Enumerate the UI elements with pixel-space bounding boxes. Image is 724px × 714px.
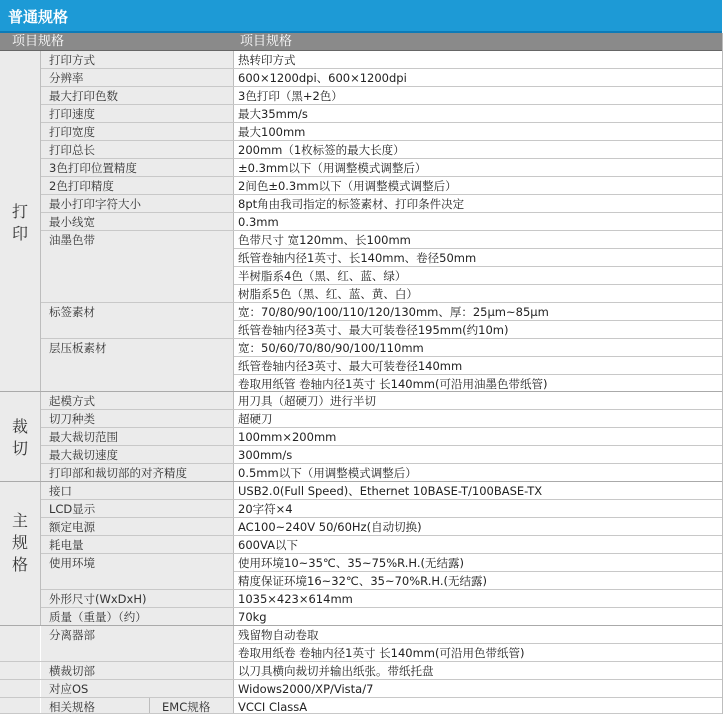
row-divider (41, 517, 722, 518)
spec-label: 分辨率 (41, 69, 233, 86)
spec-label: 外形尺寸(WxDxH) (41, 590, 233, 607)
spec-label: 分离器部 (41, 626, 233, 661)
row-divider (234, 248, 722, 249)
row-divider (41, 122, 722, 123)
spec-value: 纸管卷轴内径3英寸、最大可装卷径195mm(约10m) (234, 321, 722, 338)
spec-value: 0.3mm (234, 213, 722, 230)
spec-label: 标签素材 (41, 303, 233, 338)
row-divider (0, 661, 722, 662)
spec-label: 最大打印色数 (41, 87, 233, 104)
spec-label: 相关规格 (41, 698, 149, 714)
row-divider (41, 194, 722, 195)
row-divider (234, 356, 722, 357)
spec-value: Widows2000/XP/Vista/7 (234, 680, 722, 697)
spec-label: 2色打印精度 (41, 177, 233, 194)
spec-value: 卷取用纸管 卷轴内径1英寸 长140mm(可沿用油墨色带纸管) (234, 375, 722, 392)
row-divider (41, 427, 722, 428)
row-divider (41, 535, 722, 536)
spec-label: 额定电源 (41, 518, 233, 535)
group-print-char-2: 印 (11, 224, 28, 243)
group-cut-char-2: 切 (11, 439, 28, 458)
spec-value: 100mm×200mm (234, 428, 722, 445)
spec-value: 最大100mm (234, 123, 722, 140)
spec-value: 2间色±0.3mm以下（用调整模式调整后） (234, 177, 722, 194)
spec-value: 树脂系5色（黑、红、蓝、黄、白） (234, 285, 722, 302)
spec-label: 打印速度 (41, 105, 233, 122)
spec-value: 用刀具（超硬刀）进行半切 (234, 392, 722, 409)
row-divider (41, 230, 722, 231)
spec-value: 1035×423×614mm (234, 590, 722, 607)
spec-label: 起模方式 (41, 392, 233, 409)
column-divider (233, 51, 234, 714)
row-divider (0, 679, 722, 680)
spec-label: 打印总长 (41, 141, 233, 158)
group-main-char-2: 规 (11, 533, 28, 552)
row-divider (234, 266, 722, 267)
table-header (0, 33, 722, 51)
group-divider (0, 481, 722, 482)
row-divider (234, 374, 722, 375)
row-divider (41, 86, 722, 87)
group-cut-char-1: 裁 (11, 417, 28, 436)
spec-label: 耗电量 (41, 536, 233, 553)
row-divider (41, 589, 722, 590)
spec-value: 200mm（1枚标签的最大长度） (234, 141, 722, 158)
spec-label: 最小线宽 (41, 213, 233, 230)
spec-value: VCCI ClassA (234, 698, 722, 714)
spec-value: AC100~240V 50/60Hz(自动切换) (234, 518, 722, 535)
spec-label: 使用环境 (41, 554, 233, 589)
spec-value: 600VA以下 (234, 536, 722, 553)
row-divider (41, 607, 722, 608)
group-print (0, 51, 41, 392)
group-main-char-3: 格 (11, 555, 28, 574)
group-divider (0, 391, 722, 392)
row-divider (41, 302, 722, 303)
row-divider (41, 140, 722, 141)
spec-sublabel: EMC规格 (150, 698, 233, 714)
spec-value: 0.5mm以下（用调整模式调整后） (234, 464, 722, 481)
spec-label: 质量（重量）（约） (41, 608, 233, 625)
row-divider (41, 158, 722, 159)
spec-value: 超硬刀 (234, 410, 722, 427)
group-misc (0, 626, 40, 714)
spec-value: 纸管卷轴内径1英寸、长140mm、卷径50mm (234, 249, 722, 266)
spec-value: 以刀具横向裁切并输出纸张。带纸托盘 (234, 662, 722, 679)
group-main (0, 482, 41, 626)
spec-value: USB2.0(Full Speed)、Ethernet 10BASE-T/100BASE-TX (234, 482, 722, 499)
group-divider (0, 625, 722, 626)
spec-value: 最大35mm/s (234, 105, 722, 122)
row-divider (234, 320, 722, 321)
spec-label: 接口 (41, 482, 233, 499)
row-divider (234, 643, 722, 644)
row-divider (41, 338, 722, 339)
spec-label: 对应OS (41, 680, 233, 697)
spec-label: 油墨色带 (41, 231, 233, 302)
spec-label: 最大裁切范围 (41, 428, 233, 445)
spec-value: 3色打印（黑+2色） (234, 87, 722, 104)
row-divider (41, 176, 722, 177)
row-divider (41, 499, 722, 500)
spec-value: 8pt角由我司指定的标签素材、打印条件决定 (234, 195, 722, 212)
row-divider (41, 409, 722, 410)
spec-label: 3色打印位置精度 (41, 159, 233, 176)
spec-value: 半树脂系4色（黑、红、蓝、绿） (234, 267, 722, 284)
row-divider (41, 104, 722, 105)
header-col-2: 项目规格 (240, 34, 293, 49)
row-divider (234, 571, 722, 572)
spec-label: 层压板素材 (41, 339, 233, 392)
spec-label: 最小打印字符大小 (41, 195, 233, 212)
row-divider (41, 553, 722, 554)
row-divider (41, 68, 722, 69)
spec-value: 宽：50/60/70/80/90/100/110mm (234, 339, 722, 356)
spec-value: 600×1200dpi、600×1200dpi (234, 69, 722, 86)
spec-value: 卷取用纸卷 卷轴内径1英寸 长140mm(可沿用色带纸管) (234, 644, 722, 661)
row-divider (41, 212, 722, 213)
spec-value: 纸管卷轴内径3英寸、最大可装卷径140mm (234, 357, 722, 374)
sub-divider (149, 698, 150, 714)
section-title-bar (0, 0, 722, 33)
spec-label: 打印方式 (41, 51, 233, 68)
row-divider (0, 697, 722, 698)
row-divider (41, 445, 722, 446)
spec-value: 宽：70/80/90/100/110/120/130mm、厚：25μm~85μm (234, 303, 722, 320)
spec-label: 横裁切部 (41, 662, 233, 679)
section-title: 普通规格 (8, 8, 69, 26)
spec-value: 70kg (234, 608, 722, 625)
group-main-char-1: 主 (11, 511, 28, 530)
row-divider (41, 463, 722, 464)
spec-value: ±0.3mm以下（用调整模式调整后） (234, 159, 722, 176)
row-divider (234, 284, 722, 285)
spec-value: 热转印方式 (234, 51, 722, 68)
group-cut (0, 392, 41, 482)
spec-label: 切刀种类 (41, 410, 233, 427)
spec-value: 使用环境10~35℃、35~75%R.H.(无结露) (234, 554, 722, 571)
spec-label: 打印宽度 (41, 123, 233, 140)
group-print-char-1: 打 (11, 202, 28, 221)
spec-label: LCD显示 (41, 500, 233, 517)
spec-value: 色带尺寸 宽120mm、长100mm (234, 231, 722, 248)
spec-value: 300mm/s (234, 446, 722, 463)
spec-value: 残留物自动卷取 (234, 626, 722, 643)
spec-label: 打印部和裁切部的对齐精度 (41, 464, 233, 481)
spec-value: 20字符×4 (234, 500, 722, 517)
table-right-border (722, 33, 723, 714)
spec-label: 最大裁切速度 (41, 446, 233, 463)
spec-value: 精度保证环境16~32℃、35~70%R.H.(无结露) (234, 572, 722, 589)
header-col-1: 项目规格 (12, 34, 65, 49)
